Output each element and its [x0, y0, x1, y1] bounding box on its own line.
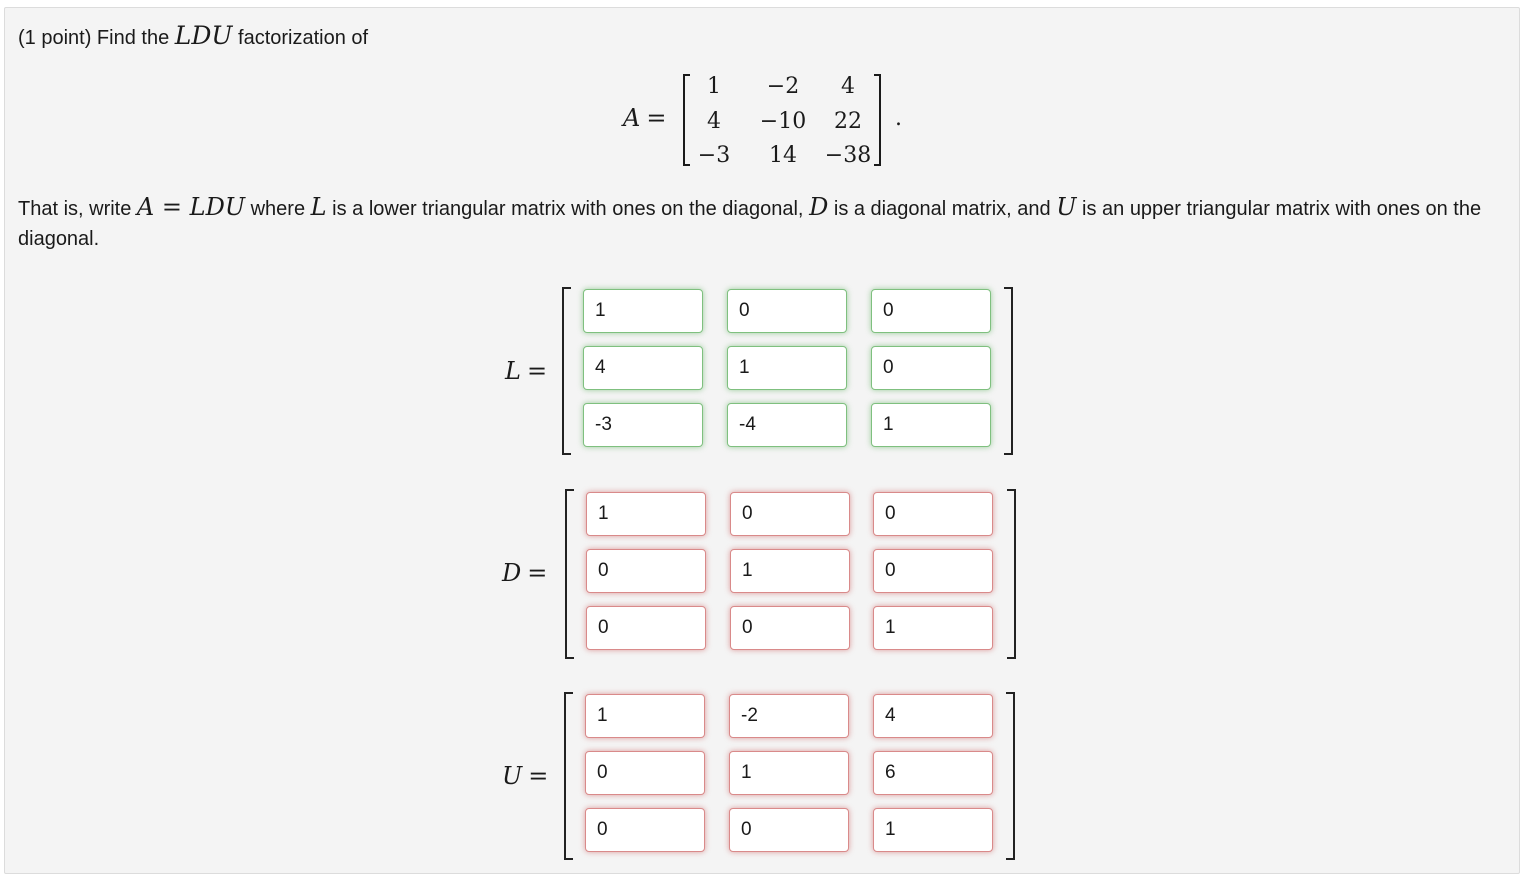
matrix-d-symbol: D	[502, 559, 522, 587]
matrix-l-entry-input[interactable]: 1	[583, 289, 703, 333]
matrix-l-label	[505, 357, 547, 385]
matrix-d-entry-input[interactable]: 0	[586, 606, 706, 650]
matrix-u-right-bracket	[1006, 692, 1015, 860]
matrix-a-cell: −2	[766, 74, 800, 99]
desc-math-d: D	[809, 193, 829, 221]
desc-math-l: L	[310, 193, 327, 221]
matrix-l-entry-input[interactable]: 0	[727, 289, 847, 333]
matrix-a-cell: −38	[824, 143, 872, 168]
desc-text: is an upper triangular matrix with ones on the diagonal.	[18, 198, 1482, 250]
desc-math-ldu: LDU	[189, 193, 246, 221]
matrix-u-entry-input[interactable]: -2	[729, 694, 849, 738]
matrix-d-entry-input[interactable]: 0	[873, 492, 993, 536]
matrix-d-left-bracket	[565, 489, 574, 659]
matrix-u-entry-input[interactable]: 1	[585, 694, 705, 738]
matrix-u-entry-input[interactable]: 6	[873, 751, 993, 795]
matrix-l-left-bracket	[562, 287, 571, 455]
a-equals: =	[646, 104, 667, 132]
matrix-a-cell: 4	[707, 109, 721, 134]
statement-prefix: (1 point) Find the	[18, 27, 175, 49]
matrix-d-entry-input[interactable]: 0	[873, 549, 993, 593]
matrix-a-cell: −10	[759, 109, 807, 134]
matrix-d-label	[502, 559, 547, 587]
matrix-u-entry-input[interactable]: 4	[873, 694, 993, 738]
matrix-u-entry-input[interactable]: 0	[585, 808, 705, 852]
matrix-l-symbol: L	[505, 357, 521, 385]
matrix-l-entry-input[interactable]: -3	[583, 403, 703, 447]
a-symbol: A	[623, 104, 641, 132]
matrix-l-right-bracket	[1004, 287, 1013, 455]
matrix-l-entry-input[interactable]: 4	[583, 346, 703, 390]
matrix-u-symbol: U	[502, 762, 523, 790]
desc-text: is a diagonal matrix, and	[828, 198, 1057, 220]
matrix-d-entry-input[interactable]: 1	[873, 606, 993, 650]
desc-math-a: A	[136, 193, 155, 221]
matrix-u-equals: =	[528, 762, 549, 790]
matrix-a-cell: −3	[697, 143, 731, 168]
desc-text: is a lower triangular matrix with ones on the diagonal,	[326, 198, 810, 220]
matrix-u-entry-input[interactable]: 0	[729, 808, 849, 852]
matrix-u-label	[502, 762, 548, 790]
matrix-a-label	[623, 104, 666, 132]
desc-text: where	[245, 198, 311, 220]
matrix-d-right-bracket	[1007, 489, 1016, 659]
matrix-l-entry-input[interactable]: 0	[871, 289, 991, 333]
matrix-d-entry-input[interactable]: 1	[586, 492, 706, 536]
matrix-u-entry-input[interactable]: 0	[585, 751, 705, 795]
matrix-d-equals: =	[527, 559, 548, 587]
matrix-u-entry-input[interactable]: 1	[873, 808, 993, 852]
matrix-l-entry-input[interactable]: -4	[727, 403, 847, 447]
desc-text: That is, write	[18, 198, 137, 220]
matrix-a-period: .	[895, 106, 902, 131]
desc-math-eq: =	[154, 193, 190, 221]
matrix-a-cell: 22	[834, 109, 862, 134]
matrix-u-left-bracket	[564, 692, 573, 860]
problem-description	[18, 192, 1508, 254]
ldu-math: LDU	[174, 21, 233, 50]
matrix-a-cell: 14	[769, 143, 797, 168]
matrix-l-entry-input[interactable]: 1	[727, 346, 847, 390]
desc-math-u: U	[1056, 193, 1077, 221]
matrix-a-cell: 1	[707, 74, 721, 99]
matrix-l-equals: =	[526, 357, 548, 385]
matrix-a-cell: 4	[841, 74, 855, 99]
matrix-d-entry-input[interactable]: 0	[730, 606, 850, 650]
matrix-d-entry-input[interactable]: 1	[730, 549, 850, 593]
matrix-l-entry-input[interactable]: 0	[871, 346, 991, 390]
matrix-d-entry-input[interactable]: 0	[586, 549, 706, 593]
matrix-l-entry-input[interactable]: 1	[871, 403, 991, 447]
matrix-u-entry-input[interactable]: 1	[729, 751, 849, 795]
problem-statement	[18, 22, 368, 52]
statement-suffix: factorization of	[232, 27, 369, 49]
matrix-d-entry-input[interactable]: 0	[730, 492, 850, 536]
